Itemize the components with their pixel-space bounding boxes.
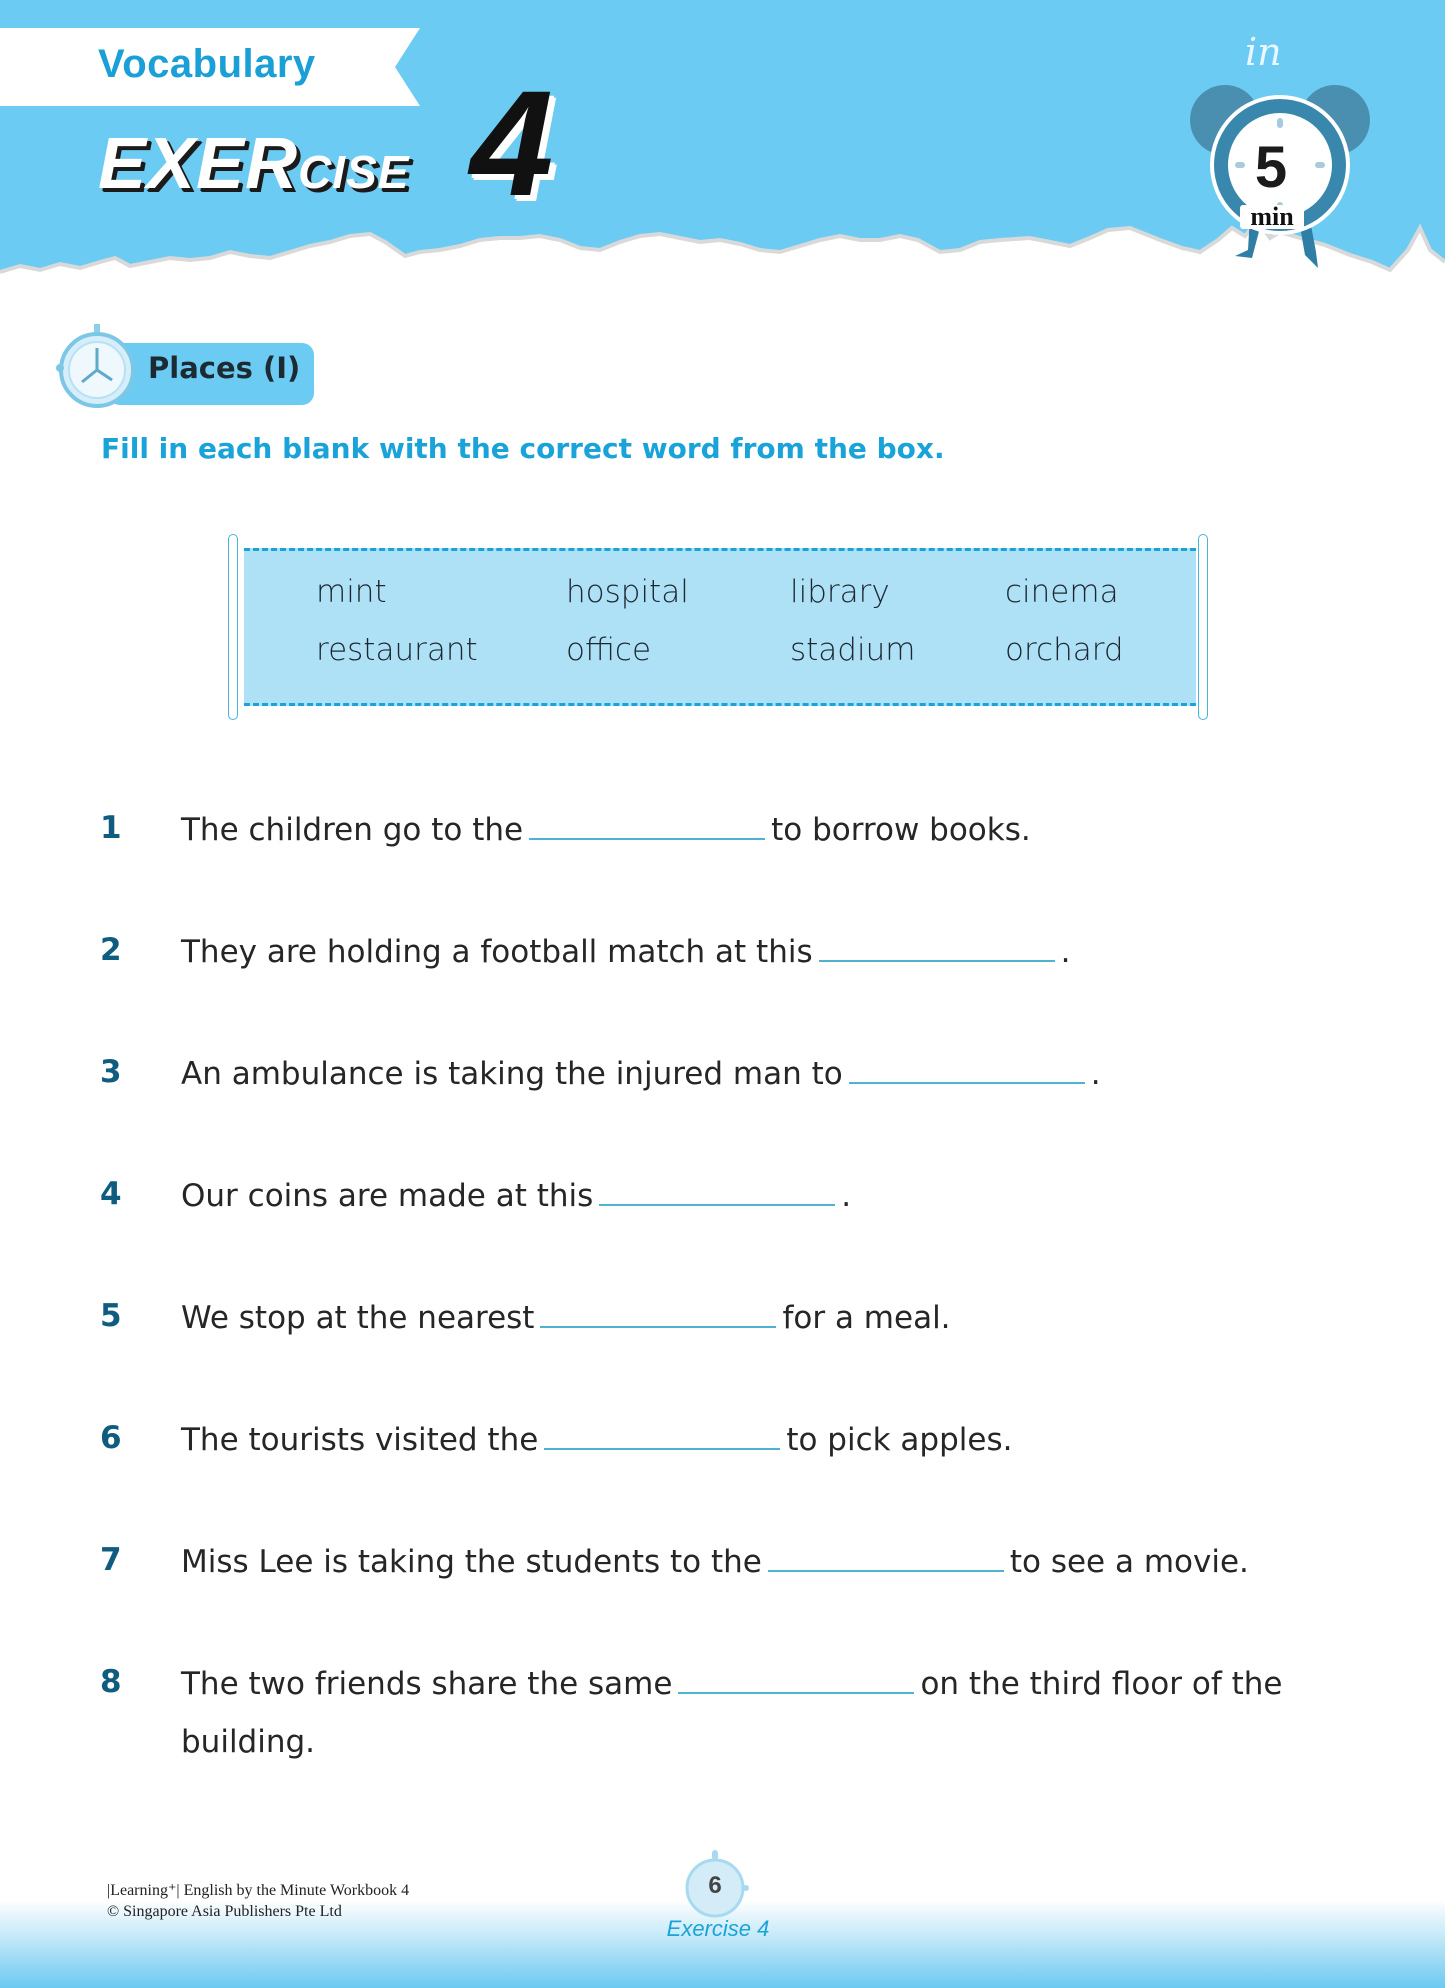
question-text-before: The children go to the (181, 812, 524, 848)
question-text-after: . (841, 1178, 852, 1214)
footer-credit-title: |Learning⁺| English by the Minute Workbook 4 (107, 1882, 410, 1899)
word-bank-item: library (790, 574, 890, 610)
timer-value: 5 (1254, 135, 1288, 200)
question-text-after: to see a movie. (1009, 1544, 1249, 1580)
question-text (181, 1664, 1282, 1702)
question-number: 8 (100, 1664, 122, 1700)
word-bank-box (228, 530, 1214, 722)
exercise-heading-big: EXER (98, 124, 299, 204)
question-text-after: . (1090, 1056, 1101, 1092)
question-text-after: to borrow books. (771, 812, 1031, 848)
question-number: 3 (100, 1054, 122, 1090)
page-number: 6 (708, 1872, 722, 1899)
word-bank-item: mint (316, 574, 387, 610)
answer-blank[interactable] (849, 1054, 1085, 1084)
word-bank-item: orchard (1005, 632, 1124, 668)
answer-blank[interactable] (529, 810, 765, 840)
question-text-after: for a meal. (782, 1300, 951, 1336)
footer-credit (107, 1880, 409, 1922)
question-text-continuation: building. (181, 1724, 316, 1760)
exercise-number: 4 (470, 59, 554, 227)
page-indicator (660, 1850, 770, 1940)
question-number: 4 (100, 1176, 122, 1212)
timer-unit: min (1240, 205, 1304, 229)
stopwatch-icon (52, 322, 142, 412)
answer-blank[interactable] (544, 1420, 780, 1450)
question-text (181, 1298, 951, 1336)
question-text-before: They are holding a football match at this (181, 934, 813, 970)
instruction-text: Fill in each blank with the correct word from the box. (101, 432, 945, 465)
question-number: 1 (100, 810, 122, 846)
word-bank-item: hospital (566, 574, 689, 610)
answer-blank[interactable] (678, 1664, 914, 1694)
answer-blank[interactable] (819, 932, 1055, 962)
question-number: 5 (100, 1298, 122, 1334)
question-text (181, 932, 1070, 970)
question-text-before: The two friends share the same (181, 1666, 673, 1702)
answer-blank[interactable] (599, 1176, 835, 1206)
question-text (181, 1542, 1249, 1580)
timer-prefix: in (1245, 30, 1282, 74)
question-text-before: Miss Lee is taking the students to the (181, 1544, 762, 1580)
word-bank-item: cinema (1005, 574, 1119, 610)
word-bank-item: stadium (790, 632, 916, 668)
word-bank-item: office (566, 632, 652, 668)
exercise-heading (98, 124, 410, 204)
answer-blank[interactable] (540, 1298, 776, 1328)
question-text-before: The tourists visited the (181, 1422, 539, 1458)
section-title: Places (I) (148, 351, 301, 385)
category-label: Vocabulary (98, 42, 316, 86)
footer-credit-copyright: © Singapore Asia Publishers Pte Ltd (107, 1903, 342, 1920)
word-bank-grid (316, 570, 1205, 672)
question-text-after: on the third floor of the (920, 1666, 1283, 1702)
exercise-heading-small: CISE (298, 146, 410, 198)
question-text (181, 810, 1031, 848)
question-number: 2 (100, 932, 122, 968)
question-number: 6 (100, 1420, 122, 1456)
scroll-rod-left (228, 534, 238, 720)
question-text-after: . (1060, 934, 1071, 970)
question-number: 7 (100, 1542, 122, 1578)
question-text-before: We stop at the nearest (181, 1300, 535, 1336)
word-bank-item: restaurant (316, 632, 478, 668)
question-text (181, 1054, 1101, 1092)
question-text-before: An ambulance is taking the injured man to (181, 1056, 843, 1092)
question-text (181, 1420, 1012, 1458)
question-text-after: to pick apples. (786, 1422, 1013, 1458)
question-text-before: Our coins are made at this (181, 1178, 594, 1214)
answer-blank[interactable] (768, 1542, 1004, 1572)
page-label: Exercise 4 (666, 1916, 770, 1941)
question-text (181, 1176, 851, 1214)
